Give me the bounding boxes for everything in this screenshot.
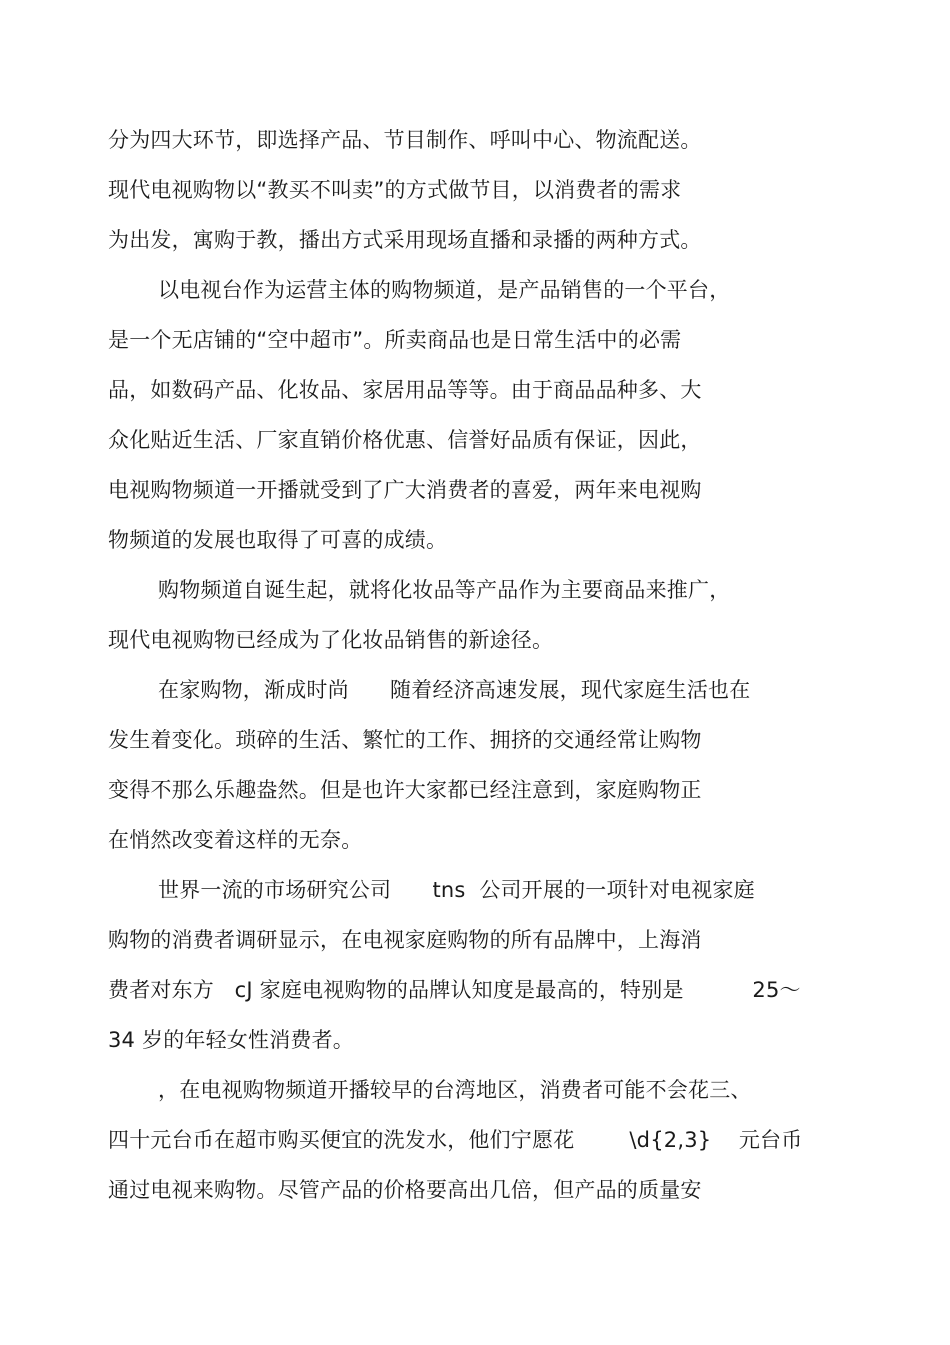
text-line-11: 现代电视购物已经成为了化妆品销售的新途径。: [108, 628, 554, 652]
text-line-1: 分为四大环节，即选择产品、节目制作、呼叫中心、物流配送。: [108, 128, 702, 152]
text-line-8: 电视购物频道一开播就受到了广大消费者的喜爱，两年来电视购: [108, 478, 702, 502]
text-line-15: 在悄然改变着这样的无奈。: [108, 828, 363, 852]
text-line-19: 34 岁的年轻女性消费者。: [108, 1028, 354, 1052]
text-line-16: 世界一流的市场研究公司 tns 公司开展的一项针对电视家庭: [158, 878, 755, 902]
text-line-3: 为出发，寓购于教，播出方式采用现场直播和录播的两种方式。: [108, 228, 702, 252]
text-line-2: 现代电视购物以“教买不叫卖”的方式做节目，以消费者的需求: [108, 178, 682, 202]
text-line-5: 是一个无店铺的“空中超市”。所卖商品也是日常生活中的必需: [108, 328, 682, 352]
text-line-18: 费者对东方 cJ 家庭电视购物的品牌认知度是最高的，特别是 25～: [108, 978, 801, 1002]
text-line-4: 以电视台作为运营主体的购物频道，是产品销售的一个平台，: [158, 278, 731, 302]
text-line-17: 购物的消费者调研显示，在电视家庭购物的所有品牌中，上海消: [108, 928, 702, 952]
text-line-12: 在家购物，渐成时尚 随着经济高速发展，现代家庭生活也在: [158, 678, 751, 702]
text-line-22: 通过电视来购物。尽管产品的价格要高出几倍，但产品的质量安: [108, 1178, 702, 1202]
text-line-7: 众化贴近生活、厂家直销价格优惠、信誉好品质有保证，因此，: [108, 428, 702, 452]
text-line-13: 发生着变化。琐碎的生活、繁忙的工作、拥挤的交通经常让购物: [108, 728, 702, 752]
text-line-14: 变得不那么乐趣盎然。但是也许大家都已经注意到，家庭购物正: [108, 778, 702, 802]
text-line-9: 物频道的发展也取得了可喜的成绩。: [108, 528, 448, 552]
text-line-20: ，在电视购物频道开播较早的台湾地区，消费者可能不会花三、: [158, 1078, 752, 1102]
text-line-6: 品，如数码产品、化妆品、家居用品等等。由于商品品种多、大: [108, 378, 702, 402]
text-line-10: 购物频道自诞生起，就将化妆品等产品作为主要商品来推广，: [158, 578, 731, 602]
text-line-21: 四十元台币在超市购买便宜的洗发水，他们宁愿花 \d{2,3} 元台币: [108, 1128, 803, 1152]
